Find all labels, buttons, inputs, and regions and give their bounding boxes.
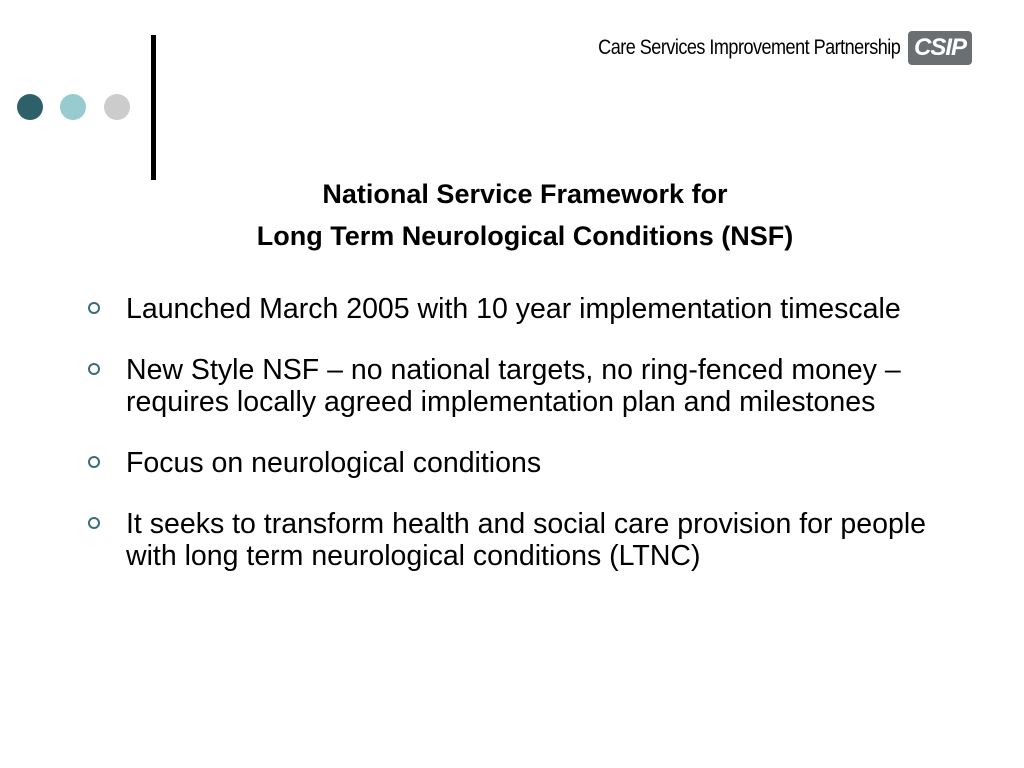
bullet-text-launch: Launched March 2005 with 10 year implementation timescale [126,293,901,325]
decor-vertical-line [151,35,156,180]
brand-name: Care Services Improvement Partnership [597,36,900,59]
decor-dot-dark [17,94,43,120]
ring-bullet-icon [88,517,100,529]
ring-bullet-icon [88,363,100,375]
bullet-item-focus [86,447,946,479]
bullet-item-new-style [86,354,946,418]
brand-header [549,31,972,65]
bullet-item-transform [86,508,946,572]
decor-dot-light [60,94,86,120]
slide-title [130,173,920,257]
title-line-2: Long Term Neurological Conditions (NSF) [256,221,794,251]
ring-bullet-icon [88,302,100,314]
bullet-item-launch [86,293,946,325]
bullet-list [86,293,946,601]
decor-dot-grey [104,94,130,120]
csip-logo-text: CSIP [913,34,966,61]
bullet-text-new-style: New Style NSF – no national targets, no ring-fenced money – requires locally agreed implementation plan and milestones [126,354,901,418]
bullet-text-transform: It seeks to transform health and social care provision for people with long term neurological conditions (LTNC) [126,508,927,572]
bullet-text-focus: Focus on neurological conditions [126,447,542,479]
csip-logo [908,31,972,65]
ring-bullet-icon [88,456,100,468]
title-line-1: National Service Framework for [322,179,728,209]
